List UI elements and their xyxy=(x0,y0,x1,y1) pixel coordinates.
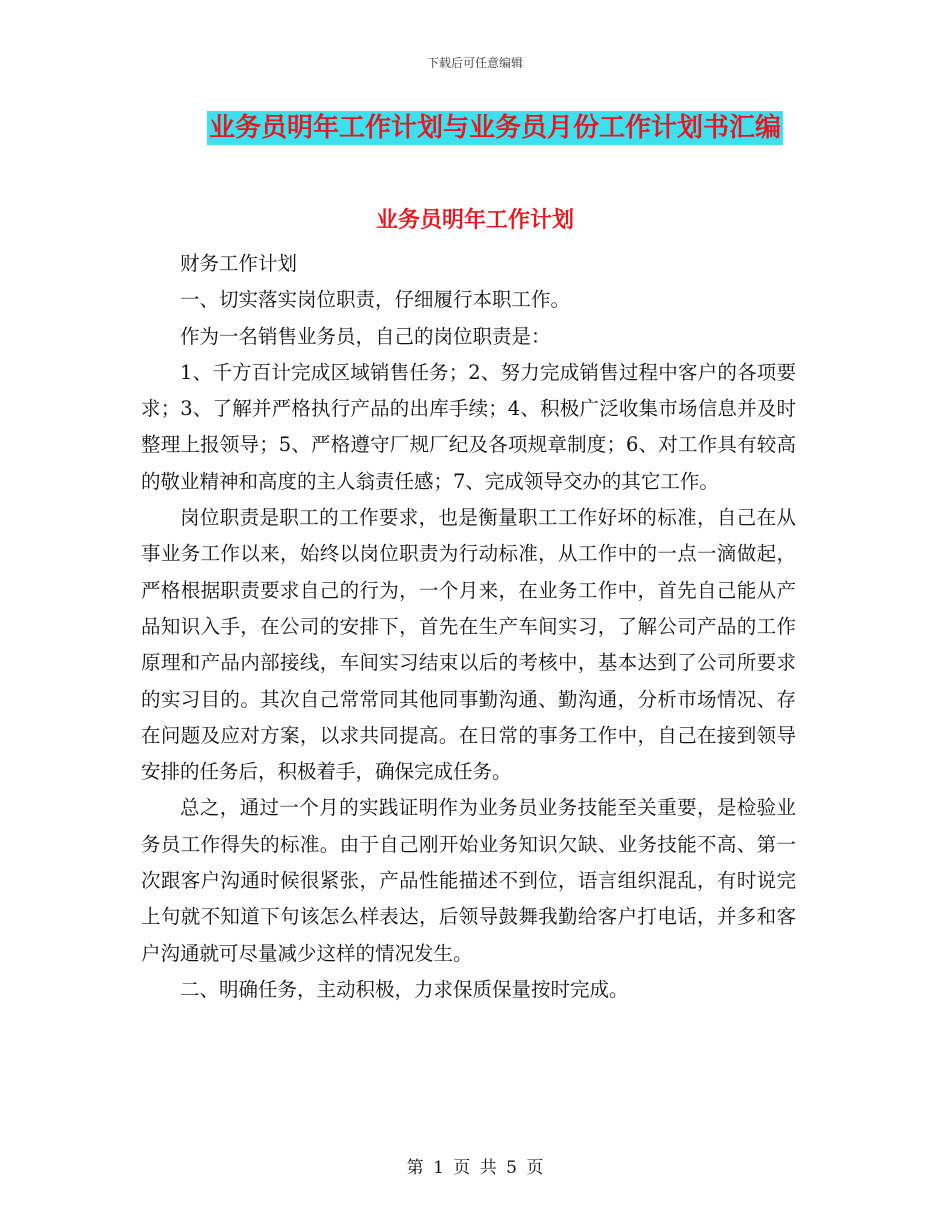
page-number-footer: 第 1 页 共 5 页 xyxy=(406,1158,544,1178)
paragraph: 岗位职责是职工的工作要求，也是衡量职工工作好坏的标准，自己在从事业务工作以来，始终以岗位职责为行动标准，从工作中的一点一滴做起，严格根据职责要求自己的行为，一个月来，在业务工作中，首先自己能从产品知识入手，在公司的安排下，首先在生产车间实习，了解公司产品的工作原理和产品内部接线，车间实习结束以后的考核中，基本达到了公司所要求的实习目的。其次自己常常同其他同事勤沟通、勤沟通，分析市场情况、存在问题及应对方案，以求共同提高。在日常的事务工作中，自己在接到领导安排的任务后，积极着手，确保完成任务。 xyxy=(141,506,796,784)
document-main-title: 业务员明年工作计划与业务员月份工作计划书汇编 xyxy=(209,113,782,143)
paragraph: 1、千方百计完成区域销售任务；2、努力完成销售过程中客户的各项要求；3、了解并严格执行产品的出库手续；4、积极广泛收集市场信息并及时整理上报领导；5、严格遵守厂规厂纪及各项规章制度；6、对工作具有较高的敬业精神和高度的主人翁责任感；7、完成领导交办的其它工作。 xyxy=(141,360,796,493)
paragraph: 二、明确任务，主动积极，力求保质保量按时完成。 xyxy=(180,977,629,1001)
header-note: 下载后可任意编辑 xyxy=(426,56,523,70)
paragraph: 总之，通过一个月的实践证明作为业务员业务技能至关重要，是检验业务员工作得失的标准。由于自己刚开始业务知识欠缺、业务技能不高、第一次跟客户沟通时候很紧张，产品性能描述不到位，语言组织混乱，有时说完上句就不知道下句该怎么样表达，后领导鼓舞我勤给客户打电话，并多和客户沟通就可尽量减少这样的情况发生。 xyxy=(141,796,796,965)
paragraph: 一、切实落实岗位职责，仔细履行本职工作。 xyxy=(180,288,571,312)
paragraph-heading: 财务工作计划 xyxy=(180,252,298,275)
section-title: 业务员明年工作计划 xyxy=(375,208,574,233)
document-body xyxy=(141,246,796,1008)
paragraph: 作为一名销售业务员，自己的岗位职责是： xyxy=(180,324,551,348)
